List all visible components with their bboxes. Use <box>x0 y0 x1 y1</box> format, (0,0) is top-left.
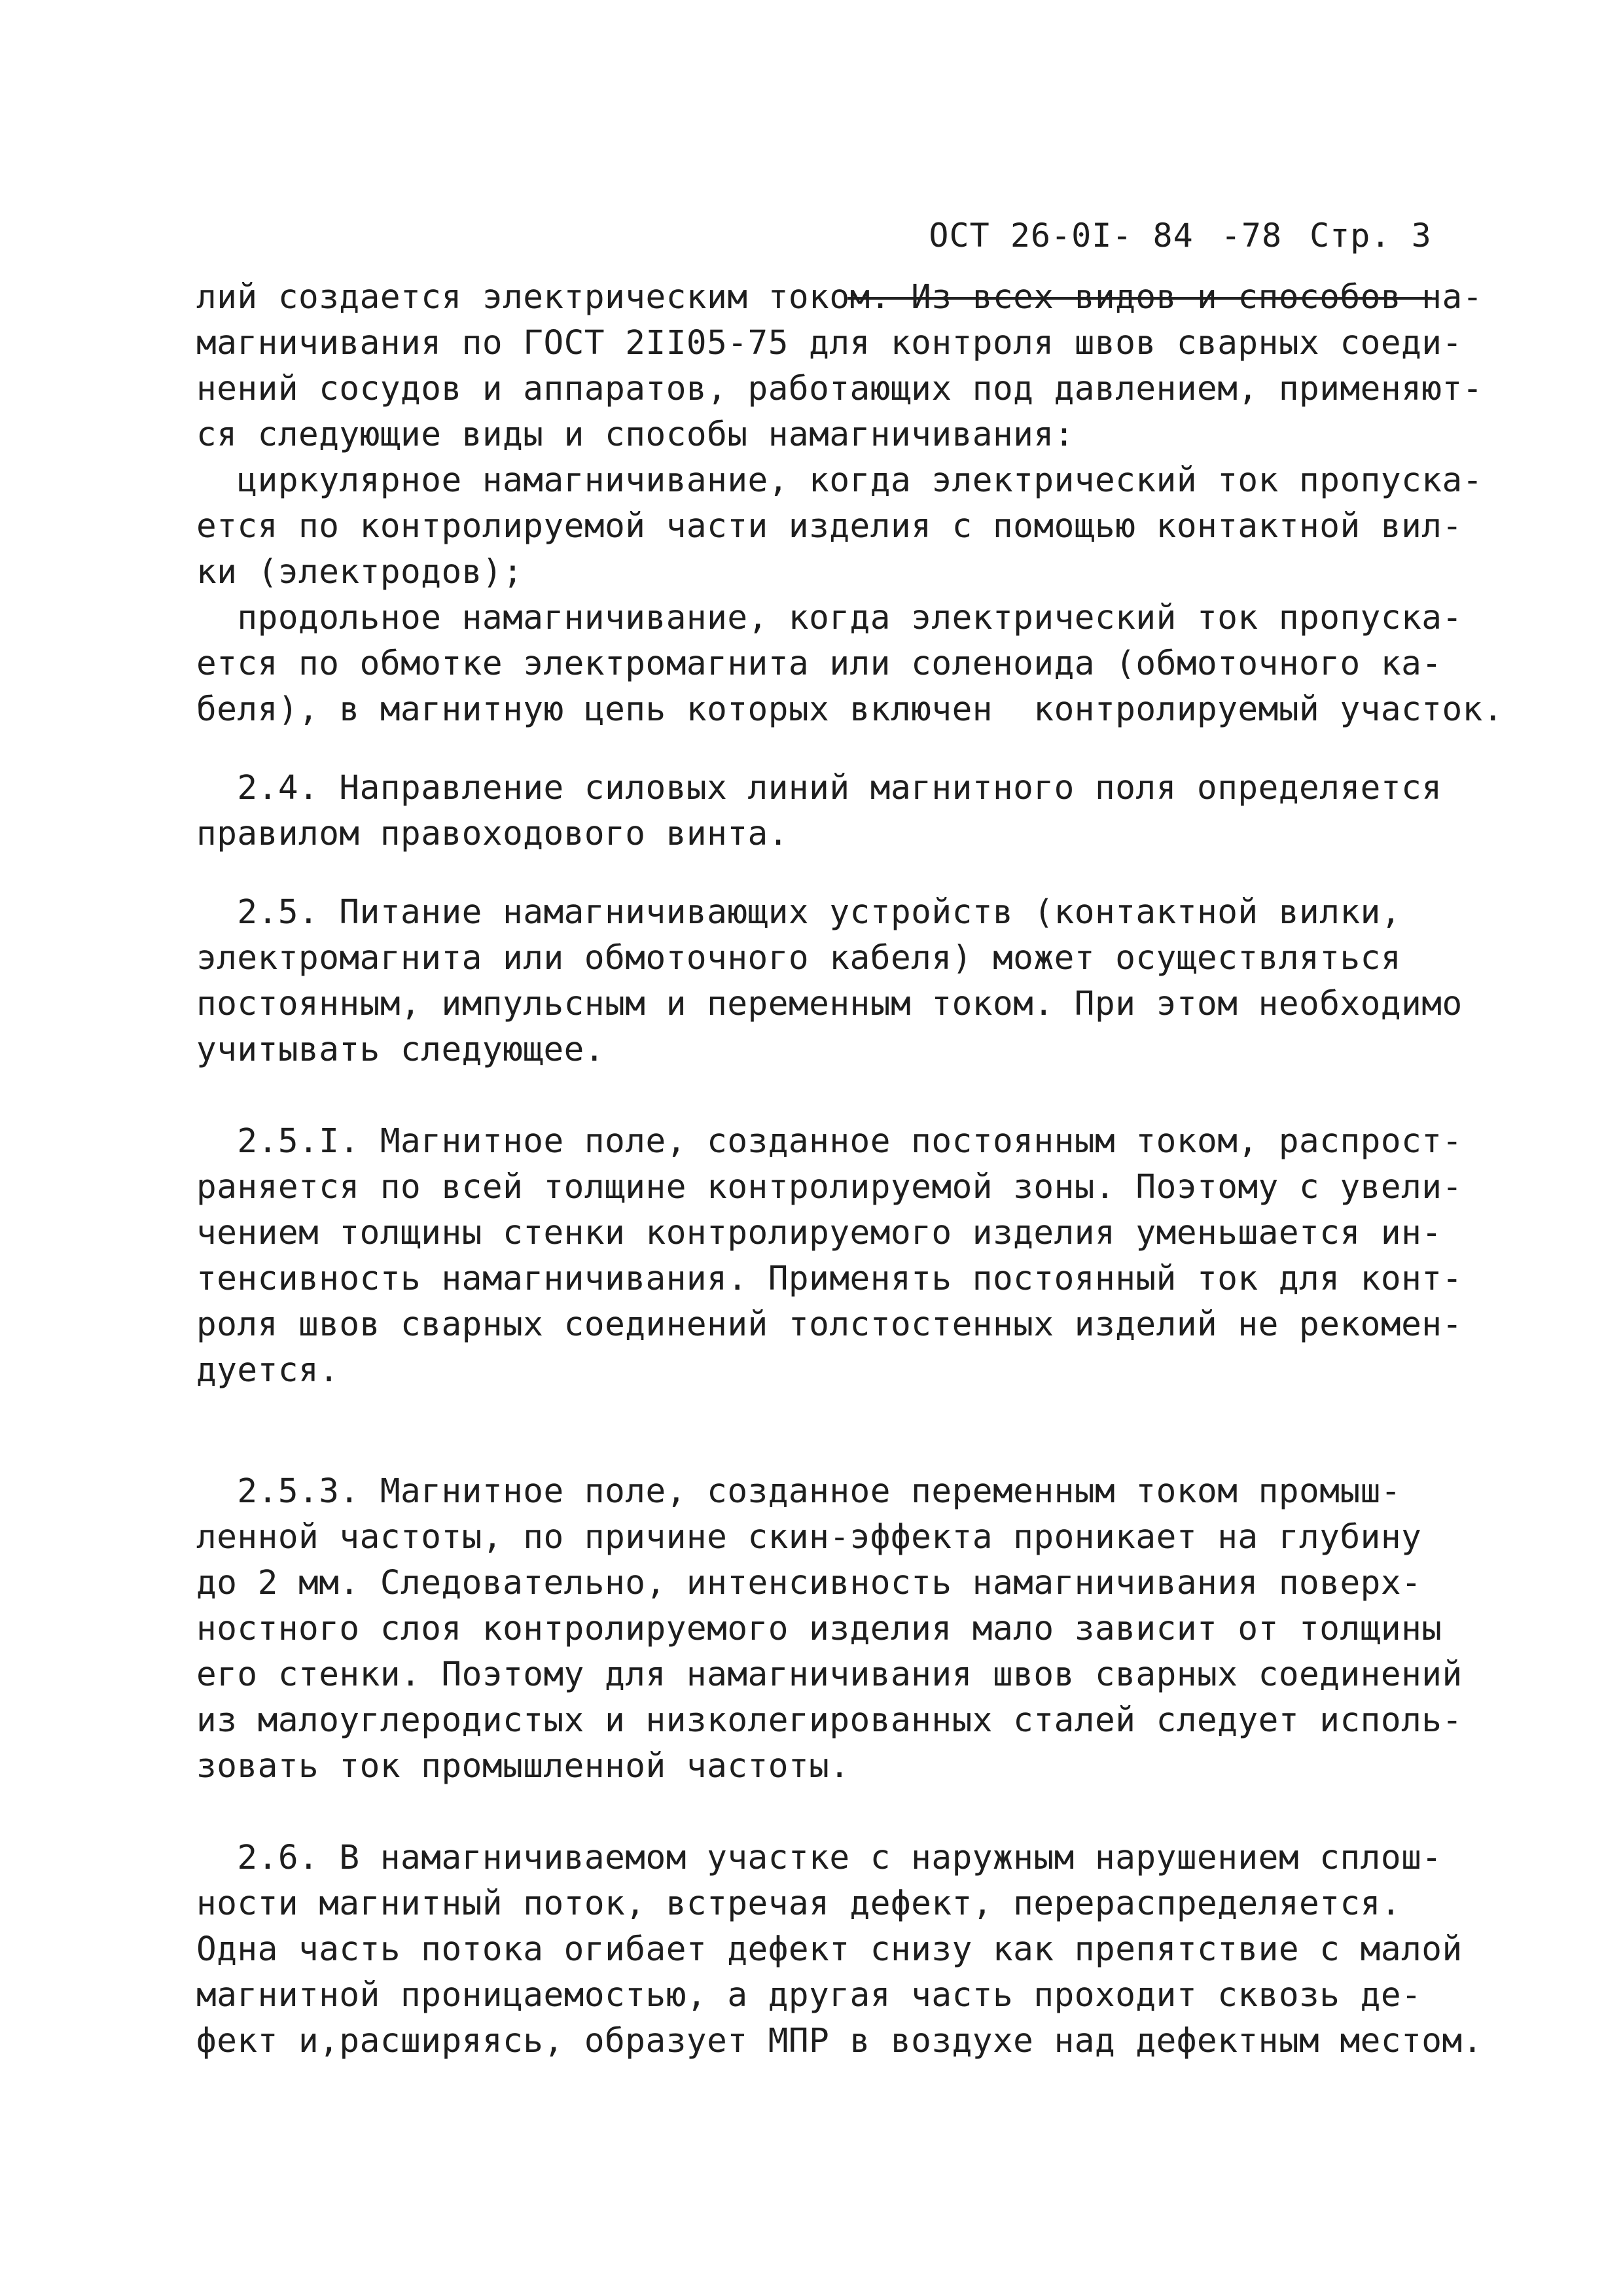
text-line: ется по контролируемой части изделия с помощью контактной вил- <box>196 507 1463 546</box>
text-line: учитывать следующее. <box>196 1031 605 1069</box>
text-line: дуется. <box>196 1351 340 1390</box>
text-line: магнитной проницаемостью, а другая часть проходит сквозь де- <box>196 1976 1422 2015</box>
text-line: тенсивность намагничивания. Применять постоянный ток для конт- <box>196 1260 1463 1298</box>
text-line: нений сосудов и аппаратов, работающих под давлением, применяют- <box>196 370 1483 408</box>
text-line: 2.5. Питание намагничивающих устройств (контактной вилки, <box>196 893 1402 932</box>
text-line: ности магнитный поток, встречая дефект, перераспределяется. <box>196 1884 1402 1923</box>
text-line: магничивания по ГОСТ 2II05-75 для контроля швов сварных соеди- <box>196 324 1463 362</box>
text-line: Одна часть потока огибает дефект снизу как препятствие с малой <box>196 1930 1463 1969</box>
text-line: продольное намагничивание, когда электрический ток пропуска- <box>196 599 1463 637</box>
text-line: 2.4. Направление силовых линий магнитного поля определяется <box>196 769 1442 807</box>
text-line: правилом правоходового винта. <box>196 815 789 853</box>
document-code: ОСТ 26-0I- 84 <box>929 217 1194 255</box>
text-line: лий создается электрическим током. Из всех видов и способов на- <box>196 278 1483 317</box>
text-line: ленной частоты, по причине скин-эффекта проникает на глубину <box>196 1518 1422 1557</box>
text-line: циркулярное намагничивание, когда электрический ток пропуска- <box>196 461 1483 500</box>
document-year: -78 <box>1221 217 1283 255</box>
text-line: 2.5.3. Магнитное поле, созданное переменным током промыш- <box>196 1472 1402 1511</box>
text-line: ностного слоя контролируемого изделия мало зависит от толщины <box>196 1610 1442 1648</box>
page-number: Стр. 3 <box>1310 217 1432 255</box>
text-line: раняется по всей толщине контролируемой зоны. Поэтому с увели- <box>196 1168 1463 1207</box>
text-line: ки (электродов); <box>196 553 524 592</box>
text-line: его стенки. Поэтому для намагничивания швов сварных соединений <box>196 1655 1463 1694</box>
text-line: 2.6. В намагничиваемом участке с наружным нарушением сплош- <box>196 1839 1442 1877</box>
text-line: зовать ток промышленной частоты. <box>196 1747 850 1786</box>
text-line: ется по обмотке электромагнита или соленоида (обмоточного ка- <box>196 645 1442 683</box>
text-line: роля швов сварных соединений толстостенных изделий не рекомен- <box>196 1305 1463 1344</box>
text-line: фект и,расширяясь, образует МПР в воздухе над дефектным местом. <box>196 2022 1483 2060</box>
text-line: чением толщины стенки контролируемого изделия уменьшается ин- <box>196 1214 1442 1252</box>
text-line: электромагнита или обмоточного кабеля) может осуществляться <box>196 939 1402 978</box>
text-line: из малоуглеродистых и низколегированных сталей следует исполь- <box>196 1701 1463 1740</box>
text-line: 2.5.I. Магнитное поле, созданное постоянным током, распрост- <box>196 1122 1463 1161</box>
text-line: ся следующие виды и способы намагничивания: <box>196 415 1075 454</box>
text-line: беля), в магнитную цепь которых включен контролируемый участок. <box>196 690 1504 729</box>
text-line: до 2 мм. Следовательно, интенсивность намагничивания поверх- <box>196 1564 1422 1602</box>
text-line: постоянным, импульсным и переменным током. При этом необходимо <box>196 985 1463 1023</box>
